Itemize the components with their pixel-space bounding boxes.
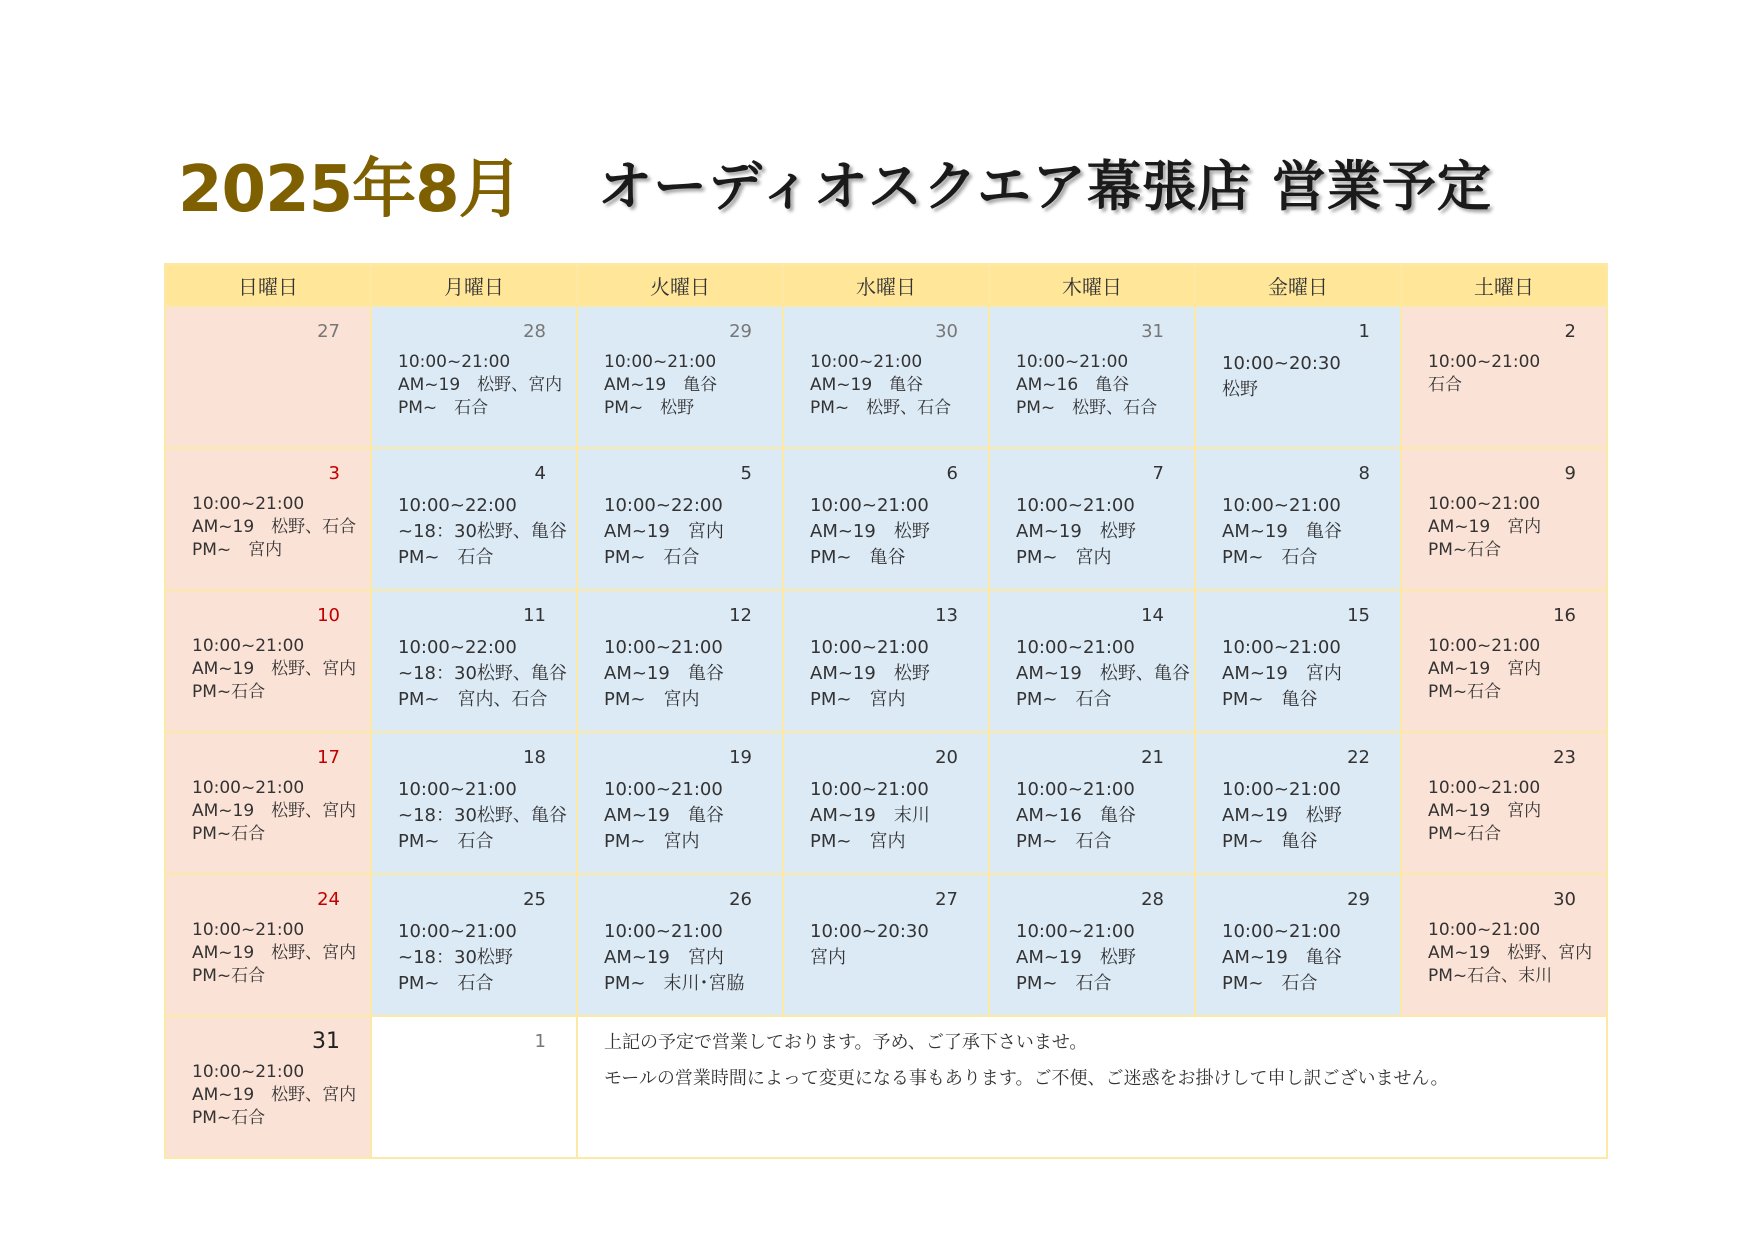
schedule-line: 10:00~21:00: [192, 636, 305, 656]
schedule-line: PM~ 松野: [604, 398, 695, 418]
weekday-header-sun: 日曜日: [165, 264, 371, 306]
day-cell: [989, 590, 1195, 732]
schedule-line: 10:00~21:00: [1222, 495, 1341, 516]
note-line: モールの営業時間によって変更になる事もあります。ご不便、ご迷惑をお掛けして申し訳ございません。: [604, 1068, 1449, 1089]
schedule-line: PM~ 石合: [604, 547, 700, 568]
day-number: 3: [328, 463, 340, 484]
weekday-header-mon: 月曜日: [371, 264, 577, 306]
day-number: 18: [523, 747, 546, 768]
day-number: 13: [935, 605, 958, 626]
schedule-line: 10:00~20:30: [1222, 353, 1341, 374]
schedule-line: 10:00~21:00: [1428, 636, 1541, 656]
weekday-header-fri: 金曜日: [1195, 264, 1401, 306]
day-number: 1: [534, 1031, 546, 1052]
schedule-line: 宮内: [810, 947, 846, 968]
day-schedule: [604, 919, 778, 997]
day-cell: [1401, 590, 1607, 732]
day-cell: [1195, 306, 1401, 448]
day-cell: [165, 306, 371, 448]
day-cell: [577, 448, 783, 590]
day-cell: [165, 732, 371, 874]
schedule-line: 10:00~21:00: [1428, 920, 1541, 940]
day-schedule: [398, 777, 572, 855]
schedule-line: 10:00~21:00: [1222, 637, 1341, 658]
day-number: 25: [523, 889, 546, 910]
schedule-line: 10:00~21:00: [398, 779, 517, 800]
schedule-line: 10:00~21:00: [1016, 495, 1135, 516]
schedule-line: 松野: [1222, 379, 1258, 400]
day-cell: [577, 874, 783, 1016]
schedule-line: PM~ 宮内: [810, 831, 906, 852]
day-cell: [371, 1016, 577, 1158]
day-cell: [1195, 732, 1401, 874]
day-schedule: [398, 351, 572, 420]
day-number: 28: [523, 321, 546, 342]
day-schedule: [1428, 919, 1602, 988]
day-cell: [1401, 874, 1607, 1016]
day-number: 11: [523, 605, 546, 626]
week-row: [165, 590, 1607, 732]
day-schedule: [604, 635, 778, 713]
day-number: 27: [317, 321, 340, 342]
schedule-line: 10:00~21:00: [810, 779, 929, 800]
schedule-line: 10:00~21:00: [1016, 921, 1135, 942]
week-row: [165, 732, 1607, 874]
week-row: [165, 874, 1607, 1016]
day-schedule: [810, 635, 984, 713]
schedule-line: AM~19 宮内: [1428, 801, 1542, 821]
day-number: 30: [1553, 889, 1576, 910]
weekday-header-sat: 土曜日: [1401, 264, 1607, 306]
day-number: 27: [935, 889, 958, 910]
day-cell: [783, 874, 989, 1016]
schedule-line: PM~ 石合: [398, 973, 494, 994]
day-schedule: [1428, 493, 1602, 562]
schedule-line: ~18：30松野、亀谷: [398, 521, 567, 542]
day-cell: [989, 448, 1195, 590]
day-number: 28: [1141, 889, 1164, 910]
day-number: 12: [729, 605, 752, 626]
day-number: 19: [729, 747, 752, 768]
schedule-line: 10:00~21:00: [604, 352, 717, 372]
day-number: 7: [1152, 463, 1164, 484]
schedule-line: AM~19 松野: [1016, 521, 1136, 542]
schedule-line: 10:00~21:00: [192, 920, 305, 940]
day-number: 20: [935, 747, 958, 768]
day-schedule: [398, 493, 572, 571]
week-row: [165, 448, 1607, 590]
schedule-line: 10:00~21:00: [604, 921, 723, 942]
day-number: 10: [317, 605, 340, 626]
day-cell: [165, 1016, 371, 1158]
day-schedule: [1428, 777, 1602, 846]
day-number: 2: [1564, 321, 1576, 342]
schedule-line: PM~石合: [1428, 682, 1502, 702]
weekday-header-row: [165, 264, 1607, 306]
day-cell: [371, 590, 577, 732]
schedule-line: PM~石合: [1428, 540, 1502, 560]
day-schedule: [604, 351, 778, 420]
schedule-line: PM~石合: [192, 1108, 266, 1128]
schedule-line: AM~19 宮内: [1222, 663, 1342, 684]
day-cell: [577, 732, 783, 874]
day-schedule: [1016, 493, 1190, 571]
schedule-line: 10:00~21:00: [1016, 779, 1135, 800]
schedule-line: PM~石合: [1428, 824, 1502, 844]
schedule-line: AM~16 亀谷: [1016, 375, 1130, 395]
schedule-line: ~18：30松野、亀谷: [398, 805, 567, 826]
day-cell: [1401, 448, 1607, 590]
day-schedule: [1222, 777, 1396, 855]
day-schedule: [1222, 919, 1396, 997]
day-schedule: [1016, 351, 1190, 420]
schedule-line: 10:00~21:00: [1016, 637, 1135, 658]
schedule-line: PM~ 石合: [398, 831, 494, 852]
day-cell: [989, 732, 1195, 874]
day-number: 24: [317, 889, 340, 910]
schedule-line: 10:00~22:00: [398, 495, 517, 516]
schedule-line: 10:00~21:00: [1428, 778, 1541, 798]
schedule-line: PM~ 石合: [1222, 547, 1318, 568]
day-schedule: [1428, 635, 1602, 704]
weekday-header-tue: 火曜日: [577, 264, 783, 306]
schedule-line: 10:00~21:00: [604, 779, 723, 800]
schedule-line: PM~ 亀谷: [810, 547, 906, 568]
schedule-line: PM~ 亀谷: [1222, 689, 1318, 710]
schedule-line: PM~石合、末川: [1428, 966, 1553, 986]
week-row: [165, 306, 1607, 448]
schedule-line: 10:00~21:00: [1016, 352, 1129, 372]
day-cell: [1401, 732, 1607, 874]
day-number: 21: [1141, 747, 1164, 768]
schedule-line: 石合: [1428, 375, 1462, 395]
day-cell: [165, 448, 371, 590]
week-row: [165, 1016, 1607, 1158]
day-cell: [1195, 874, 1401, 1016]
schedule-line: PM~ 石合: [1016, 973, 1112, 994]
day-cell: [783, 732, 989, 874]
day-number: 31: [1141, 321, 1164, 342]
day-schedule: [398, 635, 572, 713]
schedule-line: AM~19 松野: [1016, 947, 1136, 968]
schedule-line: PM~ 宮内: [810, 689, 906, 710]
day-schedule: [810, 493, 984, 571]
day-number: 31: [312, 1029, 340, 1054]
day-number: 22: [1347, 747, 1370, 768]
schedule-line: AM~19 亀谷: [1222, 947, 1342, 968]
schedule-line: PM~ 石合: [1016, 831, 1112, 852]
day-schedule: [1016, 777, 1190, 855]
day-schedule: [810, 351, 984, 420]
schedule-line: PM~ 宮内: [604, 689, 700, 710]
schedule-line: 10:00~22:00: [398, 637, 517, 658]
day-number: 8: [1358, 463, 1370, 484]
schedule-line: PM~ 宮内: [1016, 547, 1112, 568]
schedule-line: 10:00~21:00: [192, 778, 305, 798]
schedule-line: 10:00~21:00: [604, 637, 723, 658]
day-schedule: [192, 919, 366, 988]
day-number: 30: [935, 321, 958, 342]
schedule-line: PM~ 石合: [1222, 973, 1318, 994]
day-schedule: [1222, 351, 1396, 403]
day-cell: [371, 874, 577, 1016]
schedule-line: 10:00~21:00: [398, 921, 517, 942]
schedule-line: AM~19 亀谷: [810, 375, 924, 395]
day-number: 16: [1553, 605, 1576, 626]
weekday-header-thu: 木曜日: [989, 264, 1195, 306]
schedule-line: PM~石合: [192, 824, 266, 844]
day-number: 9: [1564, 463, 1576, 484]
day-schedule: [192, 777, 366, 846]
notes: [604, 1025, 1449, 1097]
schedule-line: PM~ 石合: [398, 547, 494, 568]
day-cell: [371, 732, 577, 874]
schedule-line: PM~ 宮内: [192, 540, 283, 560]
month-title: 2025年8月: [178, 153, 522, 227]
schedule-line: PM~ 宮内: [604, 831, 700, 852]
schedule-line: AM~19 松野、宮内: [192, 801, 357, 821]
day-cell: [783, 448, 989, 590]
schedule-line: PM~ 亀谷: [1222, 831, 1318, 852]
day-schedule: [810, 919, 984, 971]
schedule-line: PM~ 石合: [398, 398, 489, 418]
day-cell: [165, 874, 371, 1016]
schedule-line: 10:00~22:00: [604, 495, 723, 516]
schedule-line: 10:00~21:00: [1428, 494, 1541, 514]
day-number: 1: [1358, 321, 1370, 342]
weekday-header-wed: 水曜日: [783, 264, 989, 306]
day-schedule: [192, 635, 366, 704]
schedule-line: AM~19 宮内: [1428, 659, 1542, 679]
schedule-line: AM~19 松野、亀谷: [1016, 663, 1190, 684]
day-cell: [577, 590, 783, 732]
day-cell: [783, 590, 989, 732]
day-number: 14: [1141, 605, 1164, 626]
schedule-line: AM~19 松野、宮内: [192, 1085, 357, 1105]
day-number: 29: [1347, 889, 1370, 910]
schedule-line: PM~石合: [192, 682, 266, 702]
day-schedule: [604, 493, 778, 571]
day-schedule: [192, 1061, 366, 1130]
day-cell: [989, 874, 1195, 1016]
schedule-line: 10:00~21:00: [192, 1062, 305, 1082]
page-header: [178, 138, 1598, 227]
schedule-line: AM~19 松野、石合: [192, 517, 357, 537]
schedule-line: AM~19 宮内: [1428, 517, 1542, 537]
schedule-line: 10:00~21:00: [398, 352, 511, 372]
day-cell: [1195, 448, 1401, 590]
day-schedule: [1016, 635, 1190, 713]
schedule-line: PM~ 石合: [1016, 689, 1112, 710]
schedule-line: AM~19 松野: [810, 521, 930, 542]
schedule-line: 10:00~21:00: [810, 352, 923, 372]
day-number: 5: [740, 463, 752, 484]
day-cell: [1401, 306, 1607, 448]
notes-cell: [577, 1016, 1607, 1158]
schedule-line: PM~ 末川･宮脇: [604, 973, 745, 994]
schedule-line: AM~19 松野: [810, 663, 930, 684]
schedule-line: AM~16 亀谷: [1016, 805, 1136, 826]
day-number: 6: [946, 463, 958, 484]
day-cell: [371, 448, 577, 590]
day-number: 29: [729, 321, 752, 342]
store-title: オーディオスクエア幕張店 営業予定: [598, 155, 1492, 218]
day-number: 23: [1553, 747, 1576, 768]
schedule-line: 10:00~21:00: [810, 637, 929, 658]
schedule-line: 10:00~21:00: [1428, 352, 1541, 372]
schedule-line: 10:00~21:00: [810, 495, 929, 516]
schedule-line: AM~19 宮内: [604, 521, 724, 542]
day-schedule: [192, 493, 366, 562]
schedule-line: 10:00~21:00: [192, 494, 305, 514]
day-number: 15: [1347, 605, 1370, 626]
note-line: 上記の予定で営業しております。予め、ご了承下さいませ。: [604, 1032, 1088, 1053]
schedule-line: AM~19 亀谷: [1222, 521, 1342, 542]
day-schedule: [1222, 635, 1396, 713]
day-schedule: [810, 777, 984, 855]
schedule-line: AM~19 松野、宮内: [1428, 943, 1593, 963]
day-cell: [371, 306, 577, 448]
schedule-line: AM~19 宮内: [604, 947, 724, 968]
day-number: 17: [317, 747, 340, 768]
schedule-line: PM~石合: [192, 966, 266, 986]
schedule-line: ~18：30松野、亀谷: [398, 663, 567, 684]
schedule-line: AM~19 亀谷: [604, 375, 718, 395]
day-schedule: [604, 777, 778, 855]
day-schedule: [1428, 351, 1602, 397]
schedule-line: AM~19 松野、宮内: [192, 659, 357, 679]
schedule-line: AM~19 亀谷: [604, 805, 724, 826]
schedule-line: ~18：30松野: [398, 947, 513, 968]
day-number: 26: [729, 889, 752, 910]
schedule-line: PM~ 松野、石合: [810, 398, 952, 418]
day-cell: [165, 590, 371, 732]
schedule-line: AM~19 松野、宮内: [398, 375, 563, 395]
day-cell: [577, 306, 783, 448]
schedule-line: AM~19 松野、宮内: [192, 943, 357, 963]
schedule-line: 10:00~21:00: [1222, 921, 1341, 942]
day-number: 4: [534, 463, 546, 484]
schedule-line: PM~ 宮内、石合: [398, 689, 548, 710]
day-schedule: [1016, 919, 1190, 997]
day-schedule: [1222, 493, 1396, 571]
schedule-line: AM~19 松野: [1222, 805, 1342, 826]
day-cell: [783, 306, 989, 448]
schedule-line: AM~19 亀谷: [604, 663, 724, 684]
schedule-line: AM~19 末川: [810, 805, 930, 826]
day-schedule: [398, 919, 572, 997]
day-cell: [989, 306, 1195, 448]
schedule-line: 10:00~21:00: [1222, 779, 1341, 800]
schedule-line: PM~ 松野、石合: [1016, 398, 1158, 418]
schedule-line: 10:00~20:30: [810, 921, 929, 942]
day-cell: [1195, 590, 1401, 732]
schedule-calendar: [164, 263, 1608, 1159]
